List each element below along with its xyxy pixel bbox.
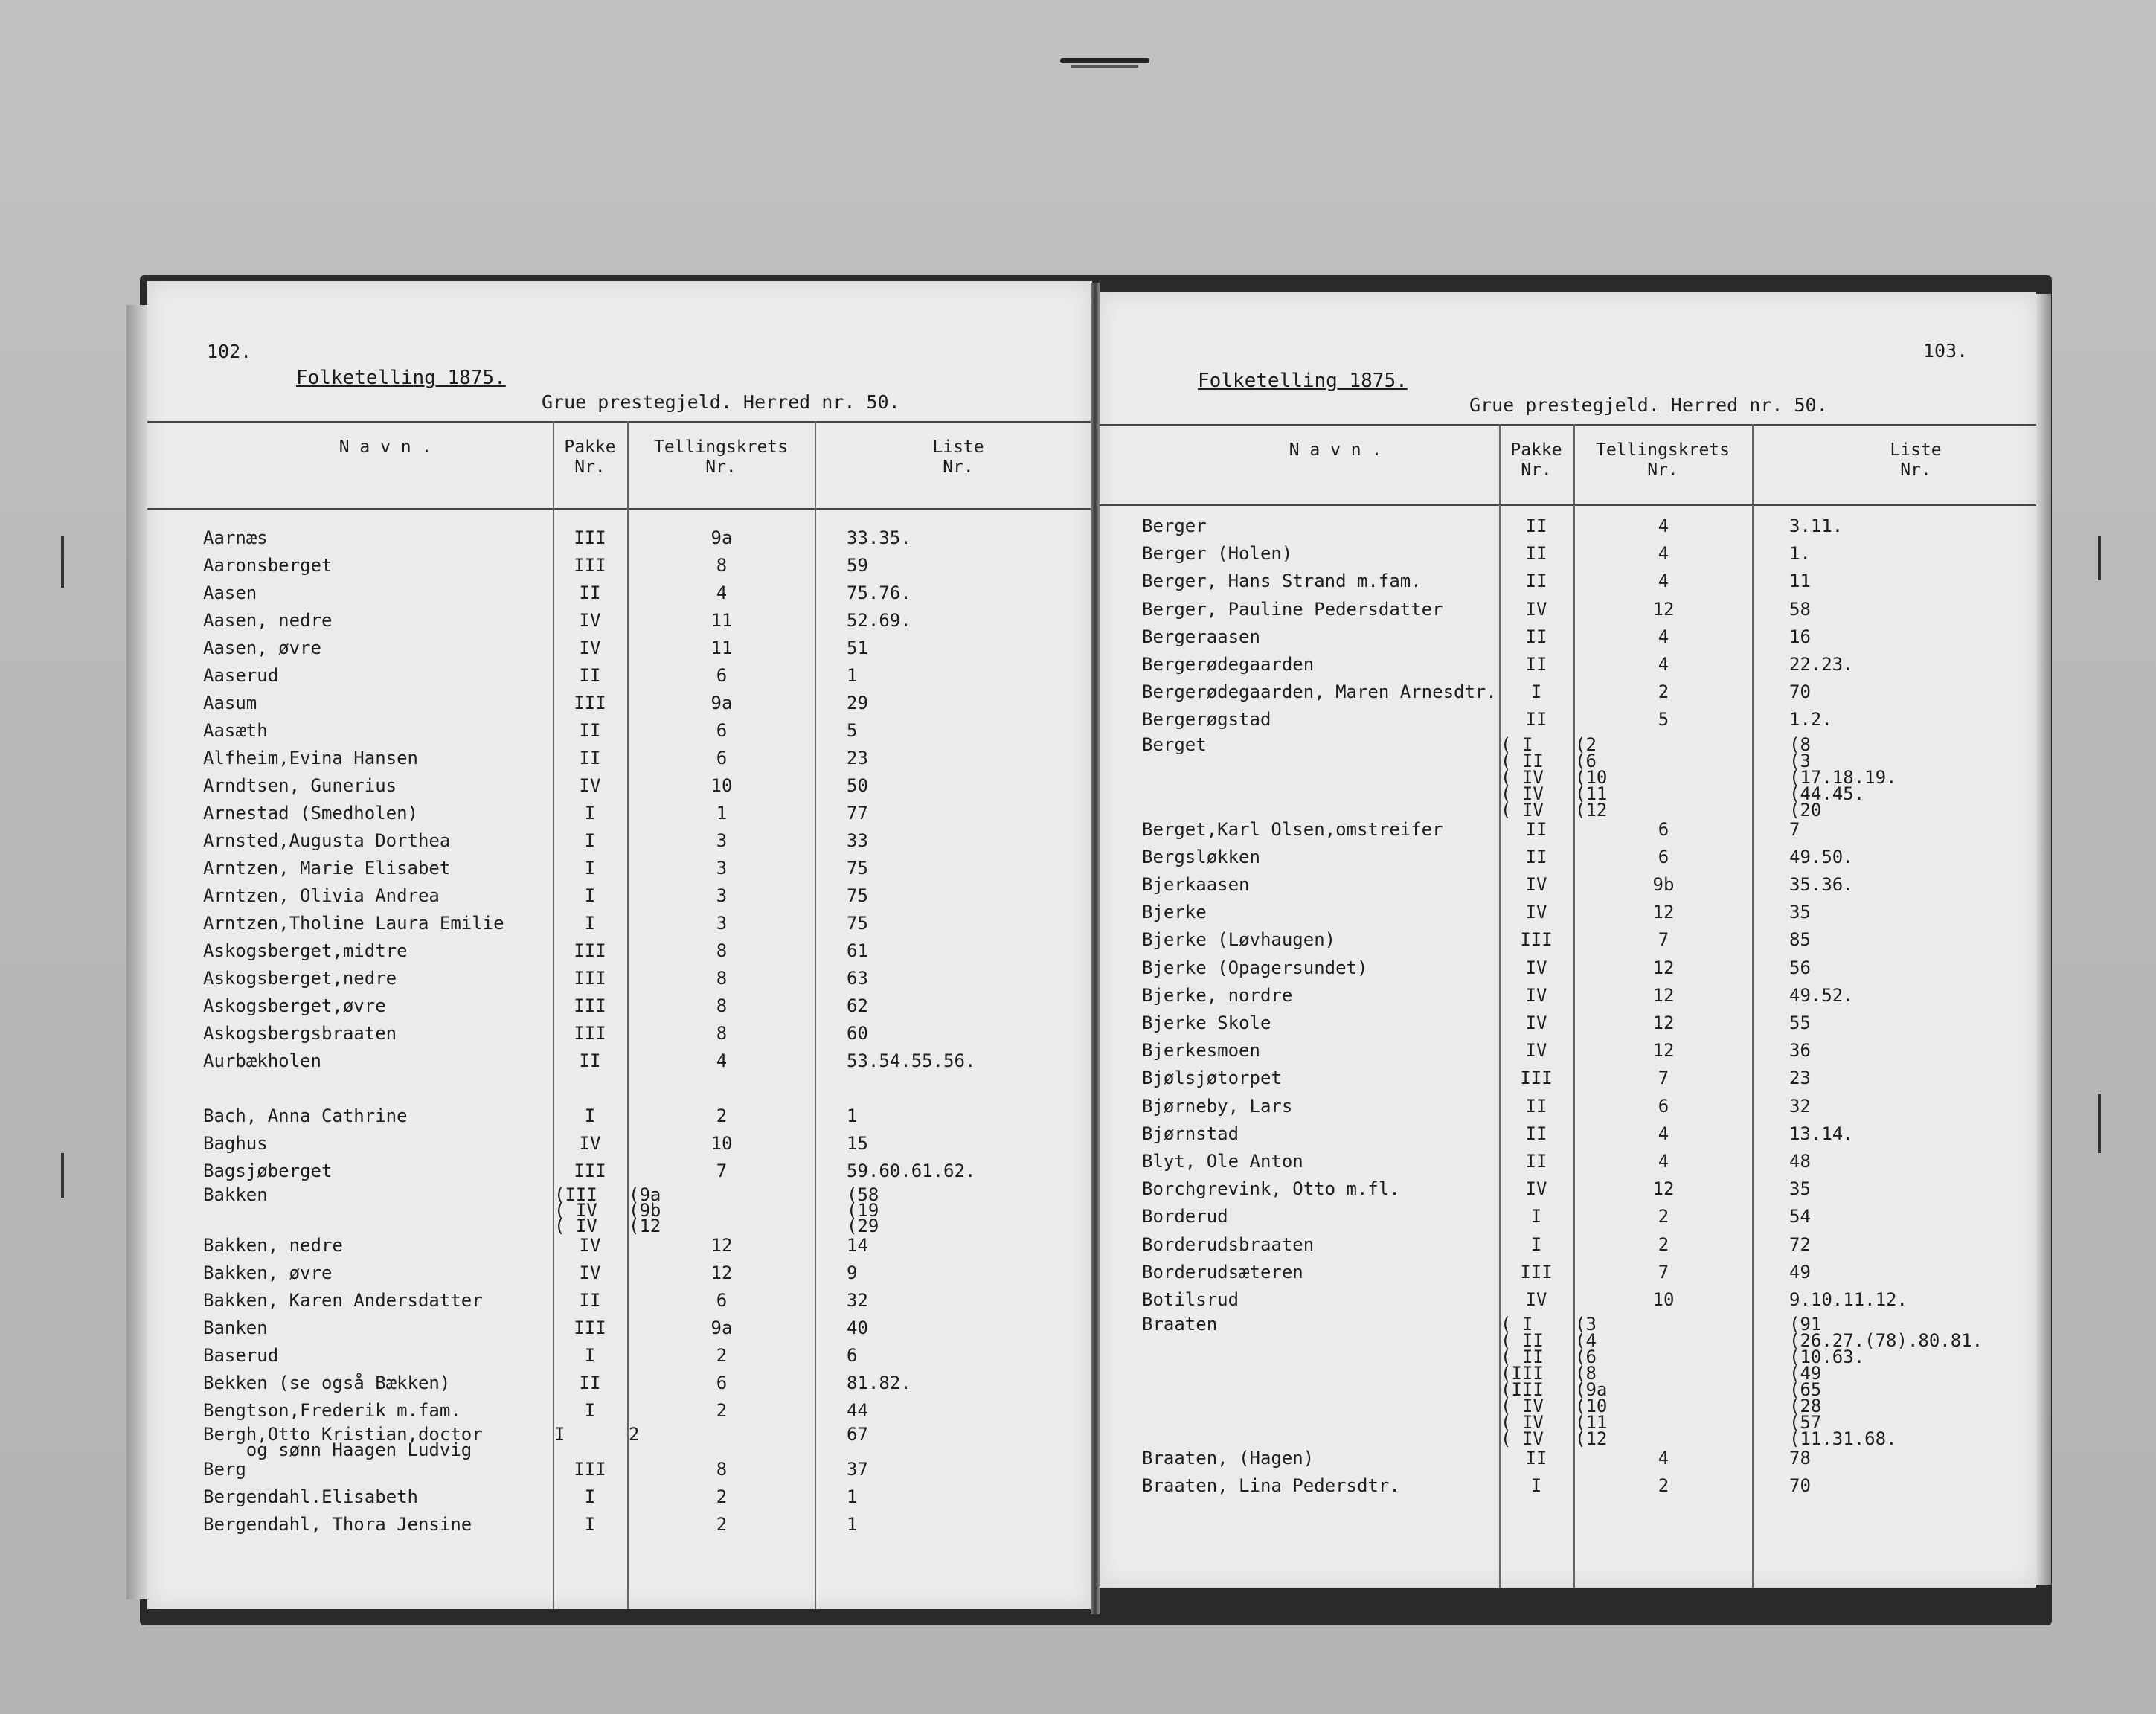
- row-tellingskrets: 2: [1658, 1206, 1669, 1227]
- row-navn: Baserud: [203, 1345, 279, 1366]
- row-navn: Bjerke: [1142, 902, 1207, 923]
- page-subtitle: Grue prestegjeld. Herred nr. 50.: [542, 391, 900, 413]
- row-navn: Arntzen, Olivia Andrea: [203, 885, 440, 906]
- row-liste: 61: [847, 940, 868, 961]
- row-liste: 75.76.: [847, 582, 911, 603]
- row-liste: 53.54.55.56.: [847, 1050, 976, 1071]
- page-number: 102.: [207, 341, 252, 362]
- row-pakke: I: [584, 858, 596, 879]
- row-navn: Arnsted,Augusta Dorthea: [203, 830, 451, 851]
- row-pakke: II: [1525, 1448, 1547, 1469]
- row-liste: 35: [1789, 902, 1811, 923]
- row-navn: Aasen, øvre: [203, 638, 321, 658]
- row-tellingskrets: 4: [1658, 516, 1669, 536]
- row-navn: Bjerke, nordre: [1142, 984, 1293, 1006]
- row-navn: Arndtsen, Gunerius: [203, 775, 397, 796]
- row-navn: Bjørnstad: [1142, 1123, 1239, 1144]
- header-bottom-rule: [1097, 504, 2036, 506]
- header-tellingskrets: Tellingskrets Nr.: [1595, 440, 1730, 480]
- row-liste: 48: [1789, 1151, 1811, 1172]
- row-tellingskrets: 10: [1652, 1289, 1675, 1310]
- row-pakke: III: [574, 1023, 606, 1044]
- row-liste: 6: [847, 1345, 858, 1366]
- row-navn: Berg: [203, 1459, 246, 1480]
- row-tellingskrets: 9a: [710, 527, 733, 548]
- row-pakke: IV: [1525, 1012, 1547, 1033]
- row-liste: 16: [1789, 626, 1811, 647]
- row-pakke: I: [584, 885, 596, 906]
- header-pakke: Pakke Nr.: [1510, 440, 1562, 480]
- row-navn: Arntzen,Tholine Laura Emilie: [203, 913, 504, 934]
- right-page: [1097, 292, 2036, 1588]
- row-navn: Bagsjøberget: [203, 1161, 333, 1181]
- row-tellingskrets: 8: [716, 1459, 728, 1480]
- row-pakke: IV: [1525, 957, 1547, 978]
- row-navn: Bjerke (Løvhaugen): [1142, 929, 1336, 951]
- row-pakke: II: [1525, 1151, 1547, 1172]
- row-liste: 55: [1789, 1012, 1811, 1033]
- row-tellingskrets: 4: [1658, 654, 1669, 675]
- row-liste: 63: [847, 968, 868, 989]
- row-liste: 49: [1789, 1261, 1811, 1283]
- row-liste: 37: [847, 1459, 868, 1480]
- row-pakke: III: [1520, 929, 1553, 951]
- row-pakke: IV: [1525, 874, 1547, 895]
- row-tellingskrets: 8: [716, 968, 728, 989]
- row-tellingskrets: 2: [629, 1424, 640, 1445]
- row-pakke: II: [1525, 626, 1547, 647]
- row-pakke: I: [584, 1514, 596, 1535]
- row-liste: 58: [1789, 598, 1811, 620]
- row-tellingskrets: 6: [716, 720, 728, 741]
- row-pakke: IV: [1525, 1040, 1547, 1062]
- header-bottom-rule: [147, 508, 1092, 510]
- row-liste: 35: [1789, 1178, 1811, 1200]
- margin-mark: [2098, 536, 2101, 580]
- row-pakke: III: [574, 1161, 606, 1181]
- row-tellingskrets: 2: [716, 1400, 728, 1421]
- row-navn: Botilsrud: [1142, 1289, 1239, 1310]
- row-liste: 1.: [1789, 543, 1811, 565]
- row-pakke: II: [1525, 709, 1547, 731]
- row-tellingskrets: 11: [710, 610, 733, 631]
- row-liste: 77: [847, 803, 868, 824]
- row-tellingskrets: 8: [716, 995, 728, 1016]
- row-tellingskrets: 12: [1652, 984, 1675, 1006]
- row-tellingskrets: 4: [1658, 543, 1669, 565]
- row-liste: 33.35.: [847, 527, 911, 548]
- row-pakke: III: [1520, 1068, 1553, 1089]
- row-navn: Bjerkesmoen: [1142, 1040, 1260, 1062]
- row-pakke: IV: [1525, 902, 1547, 923]
- row-pakke: I: [584, 1486, 596, 1507]
- row-liste: 11: [1789, 571, 1811, 592]
- row-navn: Bergerøgstad: [1142, 709, 1271, 731]
- row-navn: Berget: [1142, 734, 1207, 755]
- row-liste: 32: [1789, 1095, 1811, 1117]
- page-title: Folketelling 1875.: [1198, 370, 1408, 392]
- row-tellingskrets: 5: [1658, 709, 1669, 731]
- header-top-rule: [1097, 424, 2036, 426]
- row-tellingskrets: 4: [716, 582, 728, 603]
- row-tellingskrets: 9a: [710, 1317, 733, 1338]
- row-pakke: IV: [1525, 1289, 1547, 1310]
- margin-mark: [61, 536, 64, 588]
- row-liste: 51: [847, 638, 868, 658]
- row-navn: Bergerødegaarden: [1142, 654, 1315, 675]
- row-pakke: IV: [1525, 984, 1547, 1006]
- row-pakke: III: [574, 968, 606, 989]
- row-pakke: III: [574, 1317, 606, 1338]
- right-page-edge: [2036, 294, 2051, 1585]
- row-pakke: II: [579, 720, 601, 741]
- column-divider: [815, 421, 816, 1609]
- row-tellingskrets: 6: [716, 1290, 728, 1311]
- row-pakke: I: [584, 913, 596, 934]
- row-tellingskrets: 7: [1658, 929, 1669, 951]
- row-liste: 5: [847, 720, 858, 741]
- row-liste: 22.23.: [1789, 654, 1854, 675]
- row-tellingskrets: 8: [716, 940, 728, 961]
- row-liste: 59.60.61.62.: [847, 1161, 976, 1181]
- row-navn: Bach, Anna Cathrine: [203, 1105, 408, 1126]
- margin-mark: [61, 1153, 64, 1198]
- row-tellingskrets: (3 (4 (6 (8 (9a (10 (11 (12: [1575, 1314, 1608, 1450]
- row-tellingskrets: 8: [716, 555, 728, 576]
- page-title: Folketelling 1875.: [296, 367, 506, 389]
- row-liste: 32: [847, 1290, 868, 1311]
- row-tellingskrets: 7: [1658, 1261, 1669, 1283]
- row-pakke: ( I ( II ( IV ( IV ( IV: [1501, 734, 1544, 821]
- row-liste: 78: [1789, 1448, 1811, 1469]
- row-pakke: II: [1525, 571, 1547, 592]
- row-tellingskrets: 12: [1652, 902, 1675, 923]
- row-liste: 1: [847, 665, 858, 686]
- row-tellingskrets: 4: [1658, 1151, 1669, 1172]
- header-navn: N a v n .: [1289, 440, 1382, 460]
- row-liste: 75: [847, 858, 868, 879]
- row-liste: 67: [847, 1424, 868, 1445]
- row-liste: 33: [847, 830, 868, 851]
- row-pakke: III: [574, 1459, 606, 1480]
- row-tellingskrets: 2: [716, 1486, 728, 1507]
- row-tellingskrets: 7: [1658, 1068, 1669, 1089]
- row-navn: Bakken: [203, 1184, 268, 1205]
- row-pakke: II: [579, 748, 601, 768]
- row-navn: Askogsberget,øvre: [203, 995, 386, 1016]
- row-navn: Arntzen, Marie Elisabet: [203, 858, 451, 879]
- row-liste: 14: [847, 1235, 868, 1256]
- row-pakke: IV: [579, 1262, 601, 1283]
- row-navn: Aaronsberget: [203, 555, 333, 576]
- row-pakke: II: [579, 1373, 601, 1393]
- row-navn: Braaten, (Hagen): [1142, 1448, 1315, 1469]
- row-navn: Borderudsbraaten: [1142, 1233, 1315, 1255]
- row-navn: Bjølsjøtorpet: [1142, 1068, 1282, 1089]
- row-tellingskrets: 4: [1658, 626, 1669, 647]
- row-navn: Aasen, nedre: [203, 610, 333, 631]
- row-liste: 23: [847, 748, 868, 768]
- row-liste: 15: [847, 1133, 868, 1154]
- row-tellingskrets: 4: [1658, 1448, 1669, 1469]
- row-tellingskrets: 9b: [1652, 874, 1675, 895]
- row-liste: 62: [847, 995, 868, 1016]
- header-liste: Liste Nr.: [932, 437, 984, 477]
- row-navn: Banken: [203, 1317, 268, 1338]
- row-liste: 59: [847, 555, 868, 576]
- row-navn: Arnestad (Smedholen): [203, 803, 418, 824]
- row-navn: Bergerødegaarden, Maren Arnesdtr.: [1142, 681, 1497, 703]
- row-pakke: IV: [1525, 598, 1547, 620]
- row-liste: 35.36.: [1789, 874, 1854, 895]
- row-navn: Bjerkaasen: [1142, 874, 1250, 895]
- row-pakke: III: [574, 527, 606, 548]
- row-navn: Bjørneby, Lars: [1142, 1095, 1293, 1117]
- row-navn: Alfheim,Evina Hansen: [203, 748, 418, 768]
- row-pakke: I: [1530, 1475, 1542, 1497]
- row-navn: Bergh,Otto Kristian,doctor og sønn Haagen Ludvig: [203, 1424, 483, 1460]
- row-tellingskrets: 3: [716, 830, 728, 851]
- row-navn: Borderud: [1142, 1206, 1228, 1227]
- row-navn: Aarnæs: [203, 527, 268, 548]
- row-navn: Bjerke (Opagersundet): [1142, 957, 1368, 978]
- row-tellingskrets: 6: [1658, 818, 1669, 840]
- row-navn: Bekken (se også Bækken): [203, 1373, 451, 1393]
- row-tellingskrets: 3: [716, 913, 728, 934]
- row-pakke: III: [574, 995, 606, 1016]
- row-liste: 7: [1789, 818, 1800, 840]
- row-pakke: II: [1525, 1123, 1547, 1144]
- row-pakke: III: [574, 693, 606, 713]
- row-liste: 70: [1789, 681, 1811, 703]
- row-tellingskrets: 4: [716, 1050, 728, 1071]
- row-navn: Askogsberget,nedre: [203, 968, 397, 989]
- row-tellingskrets: 12: [1652, 598, 1675, 620]
- row-pakke: I: [584, 1345, 596, 1366]
- row-liste: 72: [1789, 1233, 1811, 1255]
- row-pakke: I: [584, 803, 596, 824]
- row-tellingskrets: 2: [1658, 681, 1669, 703]
- row-pakke: II: [1525, 1095, 1547, 1117]
- row-pakke: I: [584, 1105, 596, 1126]
- row-pakke: IV: [579, 610, 601, 631]
- row-tellingskrets: 6: [1658, 846, 1669, 867]
- row-liste: (58 (19 (29: [847, 1184, 879, 1236]
- row-liste: 50: [847, 775, 868, 796]
- header-tellingskrets: Tellingskrets Nr.: [653, 437, 788, 477]
- row-tellingskrets: 6: [716, 665, 728, 686]
- top-dash-mark-shadow: [1071, 65, 1138, 68]
- row-tellingskrets: 12: [1652, 1012, 1675, 1033]
- row-navn: Berger, Hans Strand m.fam.: [1142, 571, 1422, 592]
- page-subtitle: Grue prestegjeld. Herred nr. 50.: [1469, 394, 1828, 416]
- row-tellingskrets: 3: [716, 858, 728, 879]
- header-liste: Liste Nr.: [1890, 440, 1942, 480]
- row-tellingskrets: 2: [1658, 1233, 1669, 1255]
- row-pakke: III: [574, 940, 606, 961]
- row-tellingskrets: 4: [1658, 1123, 1669, 1144]
- row-navn: Borderudsæteren: [1142, 1261, 1303, 1283]
- row-liste: 40: [847, 1317, 868, 1338]
- row-navn: Berger, Pauline Pedersdatter: [1142, 598, 1443, 620]
- row-liste: 29: [847, 693, 868, 713]
- row-pakke: I: [1530, 1206, 1542, 1227]
- row-tellingskrets: 12: [1652, 1040, 1675, 1062]
- row-tellingskrets: 12: [710, 1262, 733, 1283]
- row-pakke: II: [579, 1050, 601, 1071]
- row-navn: Bjerke Skole: [1142, 1012, 1271, 1033]
- row-navn: Aurbækholen: [203, 1050, 321, 1071]
- row-pakke: III: [574, 555, 606, 576]
- row-pakke: I: [584, 1400, 596, 1421]
- row-pakke: IV: [579, 1235, 601, 1256]
- row-liste: 81.82.: [847, 1373, 911, 1393]
- row-tellingskrets: 10: [710, 1133, 733, 1154]
- row-pakke: I: [584, 830, 596, 851]
- row-navn: Berger (Holen): [1142, 543, 1293, 565]
- row-pakke: II: [579, 1290, 601, 1311]
- row-liste: 75: [847, 913, 868, 934]
- row-tellingskrets: 9a: [710, 693, 733, 713]
- row-tellingskrets: 3: [716, 885, 728, 906]
- book-gutter: [1091, 283, 1100, 1614]
- row-liste: 49.50.: [1789, 846, 1854, 867]
- row-liste: 36: [1789, 1040, 1811, 1062]
- header-navn: N a v n .: [339, 437, 432, 457]
- row-pakke: IV: [579, 775, 601, 796]
- row-pakke: II: [579, 582, 601, 603]
- row-liste: 49.52.: [1789, 984, 1854, 1006]
- row-liste: 1: [847, 1514, 858, 1535]
- row-navn: Braaten: [1142, 1314, 1218, 1335]
- row-pakke: I: [1530, 681, 1542, 703]
- row-pakke: II: [1525, 516, 1547, 536]
- row-pakke: IV: [579, 1133, 601, 1154]
- row-liste: 23: [1789, 1068, 1811, 1089]
- row-tellingskrets: 2: [716, 1514, 728, 1535]
- row-tellingskrets: 6: [716, 1373, 728, 1393]
- row-navn: Berget,Karl Olsen,omstreifer: [1142, 818, 1443, 840]
- row-navn: Borchgrevink, Otto m.fl.: [1142, 1178, 1400, 1200]
- row-liste: 54: [1789, 1206, 1811, 1227]
- row-liste: 13.14.: [1789, 1123, 1854, 1144]
- row-liste: 85: [1789, 929, 1811, 951]
- row-tellingskrets: 8: [716, 1023, 728, 1044]
- row-liste: 70: [1789, 1475, 1811, 1497]
- row-liste: 1: [847, 1486, 858, 1507]
- row-pakke: III: [1520, 1261, 1553, 1283]
- row-tellingskrets: 2: [1658, 1475, 1669, 1497]
- row-liste: 1.2.: [1789, 709, 1832, 731]
- row-liste: 9: [847, 1262, 858, 1283]
- left-page: [147, 281, 1092, 1609]
- row-navn: Aasum: [203, 693, 257, 713]
- row-tellingskrets: 4: [1658, 571, 1669, 592]
- row-navn: Bakken, Karen Andersdatter: [203, 1290, 483, 1311]
- header-pakke: Pakke Nr.: [564, 437, 616, 477]
- row-tellingskrets: 2: [716, 1105, 728, 1126]
- page-number: 103.: [1923, 340, 1969, 362]
- row-pakke: IV: [1525, 1178, 1547, 1200]
- row-tellingskrets: 12: [710, 1235, 733, 1256]
- row-tellingskrets: 7: [716, 1161, 728, 1181]
- margin-mark: [2098, 1094, 2101, 1153]
- row-pakke: IV: [579, 638, 601, 658]
- row-navn: Aaserud: [203, 665, 279, 686]
- row-tellingskrets: (2 (6 (10 (11 (12: [1575, 734, 1608, 821]
- row-navn: Braaten, Lina Pedersdtr.: [1142, 1475, 1400, 1497]
- header-top-rule: [147, 421, 1092, 423]
- row-liste: 9.10.11.12.: [1789, 1289, 1908, 1310]
- row-navn: Berger: [1142, 516, 1207, 536]
- row-navn: Bergendahl.Elisabeth: [203, 1486, 418, 1507]
- row-tellingskrets: 2: [716, 1345, 728, 1366]
- row-liste: 56: [1789, 957, 1811, 978]
- row-pakke: ( I ( II ( II (III (III ( IV ( IV ( IV: [1501, 1314, 1544, 1450]
- row-liste: (91 (26.27.(78).80.81. (10.63. (49 (65 (28 (57 (11.31.68.: [1789, 1314, 1983, 1450]
- row-navn: Baghus: [203, 1133, 268, 1154]
- row-liste: 52.69.: [847, 610, 911, 631]
- row-tellingskrets: 12: [1652, 957, 1675, 978]
- row-navn: Aasæth: [203, 720, 268, 741]
- row-pakke: II: [1525, 543, 1547, 565]
- left-page-edge: [126, 305, 147, 1599]
- column-divider: [1752, 424, 1754, 1588]
- row-liste: 1: [847, 1105, 858, 1126]
- row-pakke: II: [1525, 846, 1547, 867]
- row-navn: Bergeraasen: [1142, 626, 1260, 647]
- row-liste: 60: [847, 1023, 868, 1044]
- row-pakke: (III ( IV ( IV: [554, 1184, 597, 1236]
- row-navn: Bakken, nedre: [203, 1235, 343, 1256]
- row-tellingskrets: 6: [716, 748, 728, 768]
- row-pakke: II: [579, 665, 601, 686]
- row-navn: Bakken, øvre: [203, 1262, 333, 1283]
- row-navn: Askogsbergsbraaten: [203, 1023, 397, 1044]
- row-pakke: I: [1530, 1233, 1542, 1255]
- row-navn: Blyt, Ole Anton: [1142, 1151, 1303, 1172]
- row-navn: Bergendahl, Thora Jensine: [203, 1514, 472, 1535]
- top-dash-mark: [1060, 58, 1149, 63]
- row-navn: Askogsberget,midtre: [203, 940, 408, 961]
- row-tellingskrets: 10: [710, 775, 733, 796]
- row-navn: Aasen: [203, 582, 257, 603]
- row-pakke: I: [554, 1424, 565, 1445]
- row-liste: 75: [847, 885, 868, 906]
- row-pakke: II: [1525, 654, 1547, 675]
- row-liste: 44: [847, 1400, 868, 1421]
- row-tellingskrets: 1: [716, 803, 728, 824]
- row-navn: Bengtson,Frederik m.fam.: [203, 1400, 461, 1421]
- row-liste: 3.11.: [1789, 516, 1844, 536]
- row-tellingskrets: (9a (9b (12: [629, 1184, 661, 1236]
- row-tellingskrets: 6: [1658, 1095, 1669, 1117]
- row-tellingskrets: 11: [710, 638, 733, 658]
- row-pakke: II: [1525, 818, 1547, 840]
- row-tellingskrets: 12: [1652, 1178, 1675, 1200]
- row-navn: Bergsløkken: [1142, 846, 1260, 867]
- row-liste: (8 (3 (17.18.19. (44.45. (20: [1789, 734, 1897, 821]
